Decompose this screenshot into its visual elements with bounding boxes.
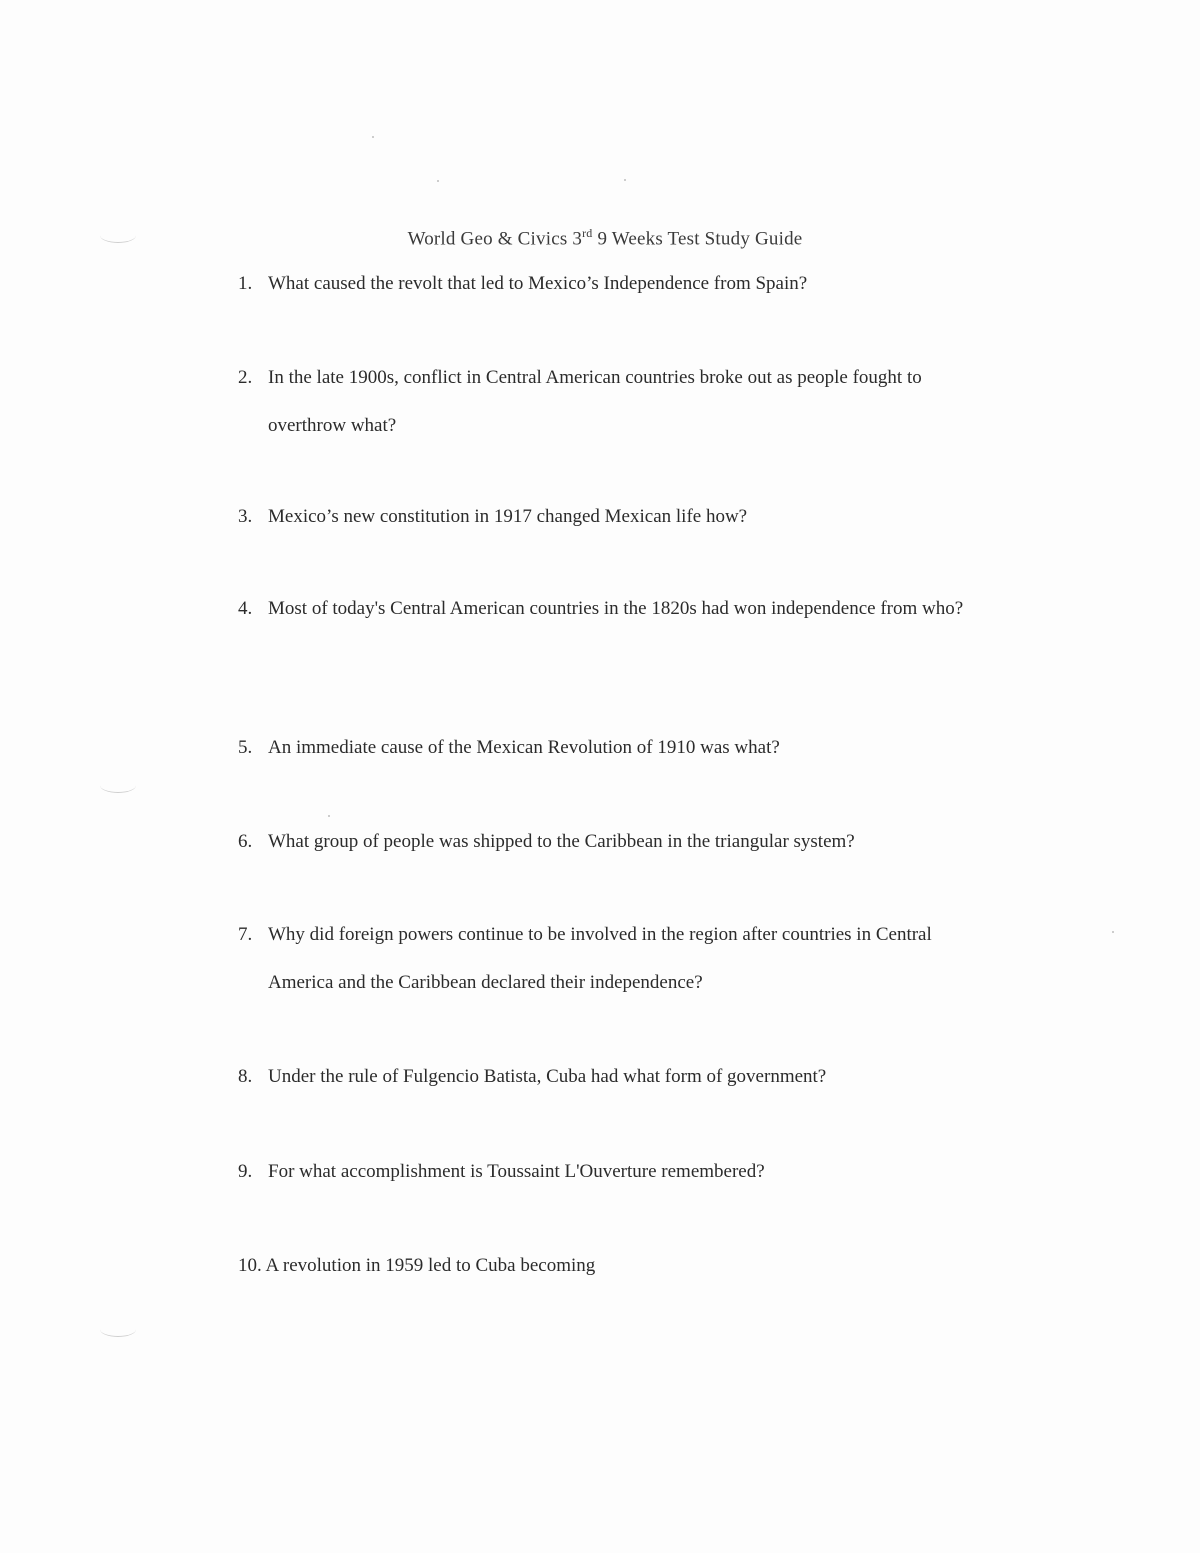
question-9 [238,1148,998,1196]
question-2 [238,354,998,450]
question-text: Under the rule of Fulgencio Batista, Cuba had what form of government? [268,1066,827,1087]
question-text: 10. A revolution in 1959 led to Cuba becoming [238,1255,596,1276]
question-number: 3. [238,506,253,527]
scan-speck [624,179,626,181]
question-3 [238,493,998,541]
question-number: 6. [238,831,253,852]
page-title: World Geo & Civics 3rd 9 Weeks Test Study Guide [407,226,803,250]
question-10 [238,1242,998,1290]
question-text: What group of people was shipped to the Caribbean in the triangular system? [268,831,855,852]
question-number: 10. [238,1255,262,1276]
question-text: What caused the revolt that led to Mexico’s Independence from Spain? [268,273,808,294]
question-number: 5. [238,737,253,758]
question-number: 7. [238,924,253,945]
question-text: For what accomplishment is Toussaint L'Ouverture remembered? [268,1161,765,1182]
question-number: 9. [238,1161,253,1182]
punch-hole-mark [100,778,136,793]
question-7 [238,911,998,1007]
scan-speck [372,136,374,138]
question-text: Why did foreign powers continue to be involved in the region after countries in Central America and the Caribbean declared their independence? [268,924,932,993]
question-number: 4. [238,598,253,619]
question-6 [238,818,998,866]
question-text: Most of today's Central American countries in the 1820s had won independence from who? [268,598,964,619]
question-text: In the late 1900s, conflict in Central American countries broke out as people fought to overthrow what? [268,367,922,436]
scan-speck [1112,931,1114,933]
question-number: 2. [238,367,253,388]
scan-speck [437,180,439,182]
question-number: 1. [238,273,253,294]
question-number: 8. [238,1066,253,1087]
question-text: An immediate cause of the Mexican Revolution of 1910 was what? [268,737,780,758]
question-1 [238,260,998,308]
question-text: Mexico’s new constitution in 1917 changed Mexican life how? [268,506,748,527]
question-4 [238,585,998,633]
question-8 [238,1053,998,1101]
scan-speck [328,815,330,817]
punch-hole-mark [100,1322,136,1337]
question-5 [238,724,998,772]
